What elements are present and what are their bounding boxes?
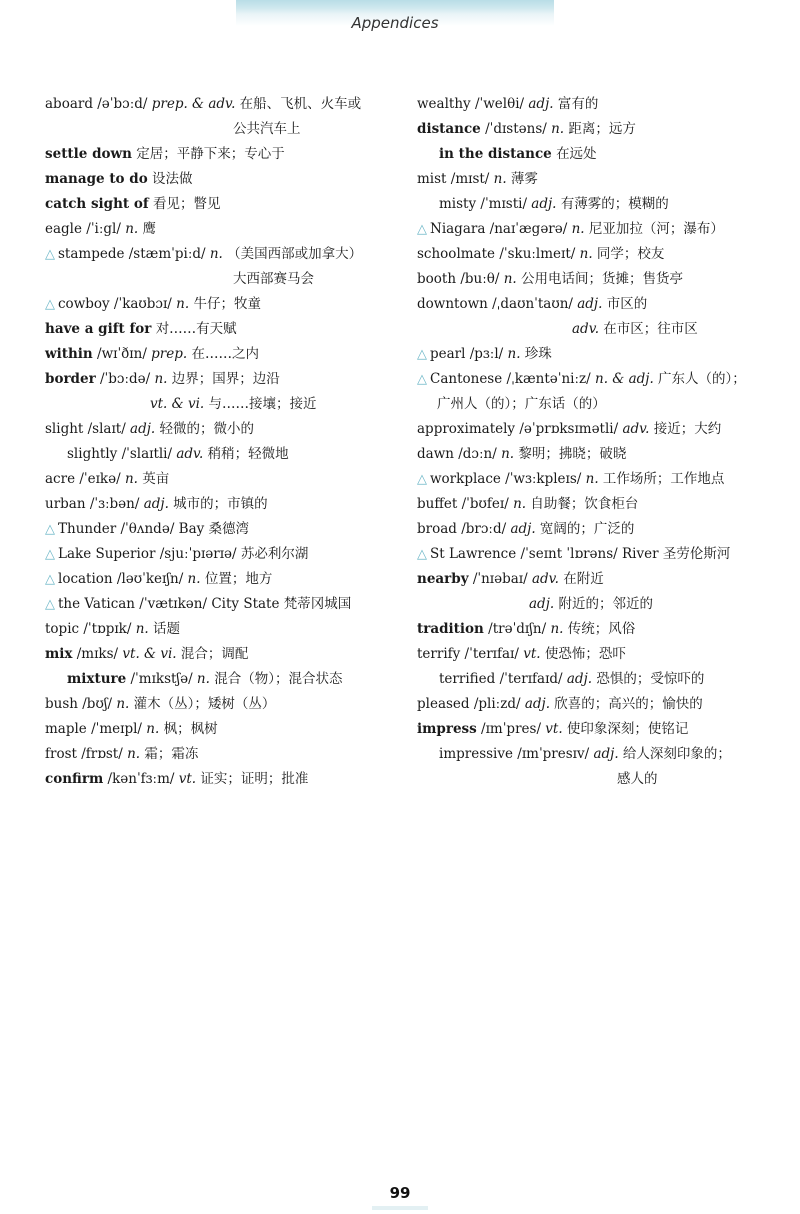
vocab-word: urban <box>45 496 86 512</box>
vocab-phonetic: /ˌdaʊnˈtaʊn/ <box>487 296 578 312</box>
vocab-definition: （美国西部或加拿大） <box>222 246 363 262</box>
vocab-part-of-speech: adj. <box>531 196 557 212</box>
vocab-definition: 在附近 <box>558 571 604 587</box>
vocab-phonetic: /ˈwelθi/ <box>470 96 529 112</box>
vocab-phonetic: /ˈkaʊbɔɪ/ <box>109 296 177 312</box>
vocab-entry <box>45 467 395 492</box>
vocab-word: bush <box>45 696 78 712</box>
vocab-word: nearby <box>417 571 469 587</box>
vocab-part-of-speech: prep. <box>151 346 188 362</box>
vocab-definition: 大西部赛马会 <box>233 271 314 287</box>
vocab-definition: 城市的；市镇的 <box>168 496 268 512</box>
vocab-word: pearl <box>430 346 466 362</box>
vocab-part-of-speech: adj. <box>510 521 536 537</box>
vocab-definition: 市区的 <box>602 296 648 312</box>
triangle-icon: △ <box>417 547 427 562</box>
vocab-definition: 轻微的；微小的 <box>155 421 255 437</box>
vocab-definition: 广东人（的）； <box>653 371 746 387</box>
vocab-word: approximately <box>417 421 516 437</box>
vocab-entry <box>45 517 395 542</box>
vocab-part-of-speech: n. <box>571 221 585 237</box>
vocab-word: aboard <box>45 96 93 112</box>
vocab-phonetic: /ˈtɒpɪk/ <box>79 621 136 637</box>
vocab-phonetic: /əˈbɔːd/ <box>92 96 152 112</box>
vocab-definition: 圣劳伦斯河 <box>662 546 731 562</box>
vocab-word: downtown <box>417 296 488 312</box>
vocab-entry <box>417 317 767 342</box>
vocab-word: mist <box>417 171 447 187</box>
vocab-phonetic: /mɪks/ <box>72 646 123 662</box>
vocab-entry <box>417 142 767 167</box>
vocab-definition: 黎明；拂晓；破晓 <box>514 446 627 462</box>
vocab-definition: 有薄雾的；模糊的 <box>556 196 669 212</box>
vocab-phonetic: /ˈmeɪpl/ <box>86 721 147 737</box>
vocab-entry <box>417 117 767 142</box>
vocab-definition: 接近；大约 <box>649 421 722 437</box>
vocab-definition: 对……有天赋 <box>155 321 237 337</box>
vocab-entry <box>45 542 395 567</box>
vocab-entry <box>45 667 395 692</box>
vocab-part-of-speech: n. <box>501 446 515 462</box>
vocab-word: the Vatican <box>58 596 136 612</box>
vocab-word: location <box>58 571 113 587</box>
vocab-phonetic: /ˈbɔːdə/ <box>95 371 155 387</box>
vocab-entry <box>45 442 395 467</box>
vocab-phonetic: /trəˈdɪʃn/ <box>483 621 551 637</box>
vocab-entry <box>417 667 767 692</box>
vocab-part-of-speech: n. <box>154 371 168 387</box>
vocab-word: Thunder <box>58 521 117 537</box>
vocab-definition: 公用电话间；货摊；售货亭 <box>516 271 684 287</box>
vocab-part-of-speech: n. <box>585 471 599 487</box>
vocab-word: mix <box>45 646 73 662</box>
vocab-definition: 宽阔的；广泛的 <box>535 521 635 537</box>
vocab-entry <box>45 617 395 642</box>
vocab-definition: 话题 <box>148 621 180 637</box>
vocab-phonetic: /wɪˈðɪn/ <box>92 346 152 362</box>
vocab-phonetic: /ˈnɪəbaɪ/ <box>468 571 532 587</box>
vocab-word: manage to do <box>45 171 148 187</box>
vocab-definition: 混合；调配 <box>176 646 249 662</box>
vocab-entry <box>417 367 767 392</box>
vocab-word: tradition <box>417 621 484 637</box>
vocab-part-of-speech: adj. <box>566 671 593 687</box>
vocab-entry <box>417 742 767 767</box>
vocab-word: broad <box>417 521 457 537</box>
vocab-entry <box>45 342 395 367</box>
vocab-phonetic: /dɔːn/ <box>453 446 502 462</box>
vocab-definition: 霜；霜冻 <box>140 746 199 762</box>
vocab-phonetic: /ˈskuːlmeɪt/ <box>495 246 580 262</box>
vocab-part-of-speech: adj. <box>524 696 550 712</box>
vocab-phonetic: /ˈmɪsti/ <box>476 196 532 212</box>
vocab-definition: 鹰 <box>138 221 157 237</box>
vocab-phonetic: /kənˈfɜːm/ <box>103 771 179 787</box>
vocab-word: distance <box>417 121 481 137</box>
vocab-phonetic: /ˈmɪkstʃə/ <box>126 671 197 687</box>
vocab-phonetic: /ˈterɪfaɪ/ <box>460 646 524 662</box>
vocab-phonetic: /ˈeɪkə/ <box>75 471 125 487</box>
vocab-entry <box>45 92 395 117</box>
vocab-word: slight <box>45 421 84 437</box>
vocab-entry <box>45 167 395 192</box>
vocab-entry <box>45 592 395 617</box>
vocab-part-of-speech: n. <box>135 621 149 637</box>
vocab-part-of-speech: adj. <box>529 596 555 612</box>
vocabulary-column-right <box>417 92 767 792</box>
vocab-entry <box>45 567 395 592</box>
vocab-phonetic: /brɔːd/ <box>456 521 511 537</box>
vocab-word: impressive <box>439 746 513 762</box>
vocab-part-of-speech: vt. <box>545 721 563 737</box>
vocab-word: topic <box>45 621 80 637</box>
vocab-entry <box>45 642 395 667</box>
vocab-entry <box>417 242 767 267</box>
vocab-part-of-speech: n. <box>551 121 565 137</box>
vocab-part-of-speech: n. <box>507 346 521 362</box>
vocab-word: in the distance <box>439 146 552 162</box>
vocab-word: Niagara <box>430 221 486 237</box>
vocab-definition: 给人深刻印象的； <box>618 746 731 762</box>
vocab-entry <box>417 517 767 542</box>
vocab-definition: 梵蒂冈城国 <box>283 596 352 612</box>
vocab-word: frost <box>45 746 77 762</box>
vocab-definition: 位置；地方 <box>200 571 273 587</box>
vocab-word: catch sight of <box>45 196 149 212</box>
vocab-word: pleased <box>417 696 470 712</box>
vocab-phonetic: /pɜːl/ <box>465 346 508 362</box>
vocab-entry <box>417 392 767 417</box>
vocab-entry <box>45 192 395 217</box>
vocab-phonetic: /ˌkæntəˈniːz/ <box>502 371 595 387</box>
vocab-phonetic: /ˈiːgl/ <box>82 221 126 237</box>
vocab-word: booth <box>417 271 457 287</box>
vocab-entry <box>417 717 767 742</box>
vocab-phonetic: /ɪmˈpresɪv/ <box>513 746 594 762</box>
vocab-definition: 同学；校友 <box>592 246 665 262</box>
vocab-definition: 设法做 <box>152 171 193 187</box>
vocab-word: stampede <box>58 246 125 262</box>
vocab-definition: 距离；远方 <box>564 121 636 137</box>
vocab-phonetic: /ˈɜːbən/ <box>85 496 144 512</box>
vocab-entry <box>417 267 767 292</box>
vocab-word: settle down <box>45 146 132 162</box>
vocab-entry <box>45 392 395 417</box>
vocab-phonetic: /ˈwɜːkpleɪs/ <box>500 471 586 487</box>
vocab-part-of-speech: adj. <box>577 296 603 312</box>
vocab-phonetic: /slaɪt/ <box>83 421 131 437</box>
triangle-icon: △ <box>45 297 55 312</box>
vocab-definition: 珍珠 <box>520 346 552 362</box>
vocab-definition: 富有的 <box>553 96 599 112</box>
vocab-part-of-speech: adj. <box>130 421 156 437</box>
vocab-entry <box>45 142 395 167</box>
vocab-phonetic: /ˈterɪfaɪd/ <box>495 671 567 687</box>
vocab-definition: 在……之内 <box>187 346 259 362</box>
vocab-phonetic: /ˈbʊfeɪ/ <box>457 496 514 512</box>
vocab-entry <box>417 342 767 367</box>
vocab-entry <box>45 217 395 242</box>
vocab-phonetic: /ˈdɪstəns/ <box>480 121 552 137</box>
vocab-phonetic: /stæmˈpiːd/ <box>124 246 210 262</box>
triangle-icon: △ <box>417 222 427 237</box>
vocab-word: slightly <box>67 446 118 462</box>
vocab-phonetic: /ˈvætɪkən/ City State <box>135 596 284 612</box>
vocab-phonetic: /buːθ/ <box>456 271 504 287</box>
vocab-definition: 在船、飞机、火车或 <box>235 96 362 112</box>
page-header-title: Appendices <box>351 14 439 32</box>
vocab-word: Cantonese <box>430 371 503 387</box>
vocab-word: misty <box>439 196 477 212</box>
vocab-entry <box>417 767 767 792</box>
vocab-phonetic: /mɪst/ <box>446 171 494 187</box>
vocab-word: St Lawrence <box>430 546 517 562</box>
vocab-word: wealthy <box>417 96 471 112</box>
vocab-definition: 在市区；往市区 <box>599 321 698 337</box>
vocab-entry <box>45 492 395 517</box>
vocab-entry <box>417 442 767 467</box>
vocab-word: terrified <box>439 671 496 687</box>
vocab-definition: 证实；证明；批准 <box>196 771 309 787</box>
vocab-phonetic: /ɪmˈpres/ <box>476 721 546 737</box>
vocab-part-of-speech: n. <box>550 621 564 637</box>
vocab-part-of-speech: adv. <box>622 421 650 437</box>
triangle-icon: △ <box>417 472 427 487</box>
vocab-part-of-speech: n. <box>187 571 201 587</box>
vocab-entry <box>45 692 395 717</box>
vocab-definition: 工作场所；工作地点 <box>598 471 725 487</box>
vocab-phonetic: /ˈseɪnt ˈlɒrəns/ River <box>516 546 663 562</box>
vocab-word: Lake Superior <box>58 546 156 562</box>
vocab-part-of-speech: adv. <box>176 446 204 462</box>
vocab-definition: 枫；枫树 <box>159 721 218 737</box>
vocab-entry <box>45 767 395 792</box>
vocab-part-of-speech: vt. & vi. <box>122 646 177 662</box>
vocab-entry <box>417 542 767 567</box>
vocab-definition: 与……接壤；接近 <box>204 396 317 412</box>
vocab-definition: 感人的 <box>617 771 658 787</box>
vocab-entry <box>417 617 767 642</box>
vocab-part-of-speech: n. <box>146 721 160 737</box>
vocab-word: eagle <box>45 221 82 237</box>
vocab-word: terrify <box>417 646 461 662</box>
vocab-part-of-speech: adv. <box>572 321 600 337</box>
vocab-entry <box>417 467 767 492</box>
vocab-part-of-speech: n. <box>503 271 517 287</box>
vocab-entry <box>45 367 395 392</box>
vocab-definition: 看见；瞥见 <box>152 196 221 212</box>
vocab-part-of-speech: adv. <box>531 571 559 587</box>
vocab-part-of-speech: vt. <box>523 646 541 662</box>
vocab-word: maple <box>45 721 87 737</box>
vocab-entry <box>417 417 767 442</box>
vocab-entry <box>45 317 395 342</box>
vocab-definition: 使恐怖；恐吓 <box>540 646 626 662</box>
vocab-entry <box>45 417 395 442</box>
page-number-underline <box>372 1206 428 1210</box>
vocab-phonetic: /ˈslaɪtli/ <box>117 446 177 462</box>
vocab-definition: 混合（物）；混合状态 <box>209 671 343 687</box>
triangle-icon: △ <box>45 522 55 537</box>
vocab-definition: 定居；平静下来；专心于 <box>136 146 285 162</box>
vocab-definition: 公共汽车上 <box>233 121 301 137</box>
vocab-word: buffet <box>417 496 458 512</box>
vocab-entry <box>417 592 767 617</box>
vocab-word: dawn <box>417 446 454 462</box>
vocab-definition: 苏必利尔湖 <box>240 546 309 562</box>
page-number: 99 <box>389 1184 411 1202</box>
vocab-word: cowboy <box>58 296 110 312</box>
vocab-part-of-speech: n. <box>579 246 593 262</box>
vocab-entry <box>45 242 395 267</box>
vocab-definition: 附近的；邻近的 <box>554 596 653 612</box>
header-band <box>236 0 554 42</box>
vocab-entry <box>417 692 767 717</box>
vocab-definition: 稍稍；轻微地 <box>203 446 289 462</box>
vocab-entry <box>417 92 767 117</box>
vocab-phonetic: /əˈprɒksɪmətli/ <box>515 421 623 437</box>
vocab-part-of-speech: vt. & vi. <box>150 396 205 412</box>
vocab-phonetic: /pliːzd/ <box>469 696 525 712</box>
vocab-part-of-speech: n. <box>196 671 210 687</box>
vocab-definition: 尼亚加拉（河；瀑布） <box>584 221 724 237</box>
vocab-part-of-speech: n. <box>176 296 190 312</box>
vocab-definition: 桑德湾 <box>208 521 250 537</box>
vocab-word: impress <box>417 721 477 737</box>
vocab-phonetic: /bʊʃ/ <box>77 696 117 712</box>
vocab-part-of-speech: n. & adj. <box>595 371 654 387</box>
vocab-part-of-speech: vt. <box>178 771 197 787</box>
vocab-word: mixture <box>67 671 127 687</box>
vocab-word: schoolmate <box>417 246 496 262</box>
vocab-word: acre <box>45 471 76 487</box>
vocab-phonetic: /ləʊˈkeɪʃn/ <box>112 571 188 587</box>
vocab-part-of-speech: n. <box>493 171 507 187</box>
vocab-part-of-speech: n. <box>513 496 527 512</box>
vocab-definition: 牛仔；牧童 <box>189 296 261 312</box>
vocab-part-of-speech: n. <box>127 746 141 762</box>
vocab-phonetic: /naɪˈægərə/ <box>485 221 572 237</box>
vocab-entry <box>417 217 767 242</box>
vocab-definition: 灌木（丛）；矮树（丛） <box>129 696 276 712</box>
vocab-part-of-speech: adj. <box>143 496 169 512</box>
vocab-definition: 薄雾 <box>506 171 538 187</box>
vocabulary-column-left <box>45 92 395 792</box>
vocab-entry <box>417 192 767 217</box>
triangle-icon: △ <box>417 347 427 362</box>
vocab-entry <box>417 292 767 317</box>
vocab-definition: 英亩 <box>137 471 170 487</box>
vocab-definition: 使印象深刻；使铭记 <box>562 721 689 737</box>
vocab-entry <box>45 717 395 742</box>
triangle-icon: △ <box>45 547 55 562</box>
vocab-part-of-speech: n. <box>209 246 223 262</box>
vocab-definition: 传统；风俗 <box>563 621 636 637</box>
triangle-icon: △ <box>45 247 55 262</box>
vocab-phonetic: /frɒst/ <box>76 746 128 762</box>
vocab-entry <box>417 642 767 667</box>
vocab-part-of-speech: prep. & adv. <box>151 96 236 112</box>
vocab-word: within <box>45 346 93 362</box>
vocab-word: confirm <box>45 771 104 787</box>
triangle-icon: △ <box>45 572 55 587</box>
vocab-entry <box>417 567 767 592</box>
vocab-definition: 在远处 <box>556 146 597 162</box>
vocab-entry <box>45 267 395 292</box>
vocab-definition: 边界；国界；边沿 <box>167 371 280 387</box>
vocab-entry <box>417 492 767 517</box>
vocab-part-of-speech: n. <box>116 696 130 712</box>
vocab-part-of-speech: adj. <box>593 746 619 762</box>
triangle-icon: △ <box>45 597 55 612</box>
vocab-part-of-speech: adj. <box>528 96 554 112</box>
triangle-icon: △ <box>417 372 427 387</box>
vocab-word: have a gift for <box>45 321 152 337</box>
vocab-phonetic: /ˈθʌndə/ Bay <box>116 521 209 537</box>
vocab-entry <box>45 117 395 142</box>
vocab-definition: 欣喜的；高兴的；愉快的 <box>550 696 703 712</box>
vocab-word: workplace <box>430 471 501 487</box>
vocab-entry <box>45 292 395 317</box>
vocab-part-of-speech: n. <box>124 471 138 487</box>
vocab-definition: 广州人（的）；广东话（的） <box>437 396 606 412</box>
vocab-entry <box>417 167 767 192</box>
vocab-definition: 恐惧的；受惊吓的 <box>592 671 705 687</box>
vocab-definition: 自助餐；饮食柜台 <box>526 496 639 512</box>
vocab-phonetic: /sjuːˈpɪərɪə/ <box>155 546 241 562</box>
vocab-part-of-speech: n. <box>125 221 139 237</box>
vocab-entry <box>45 742 395 767</box>
vocab-word: border <box>45 371 96 387</box>
